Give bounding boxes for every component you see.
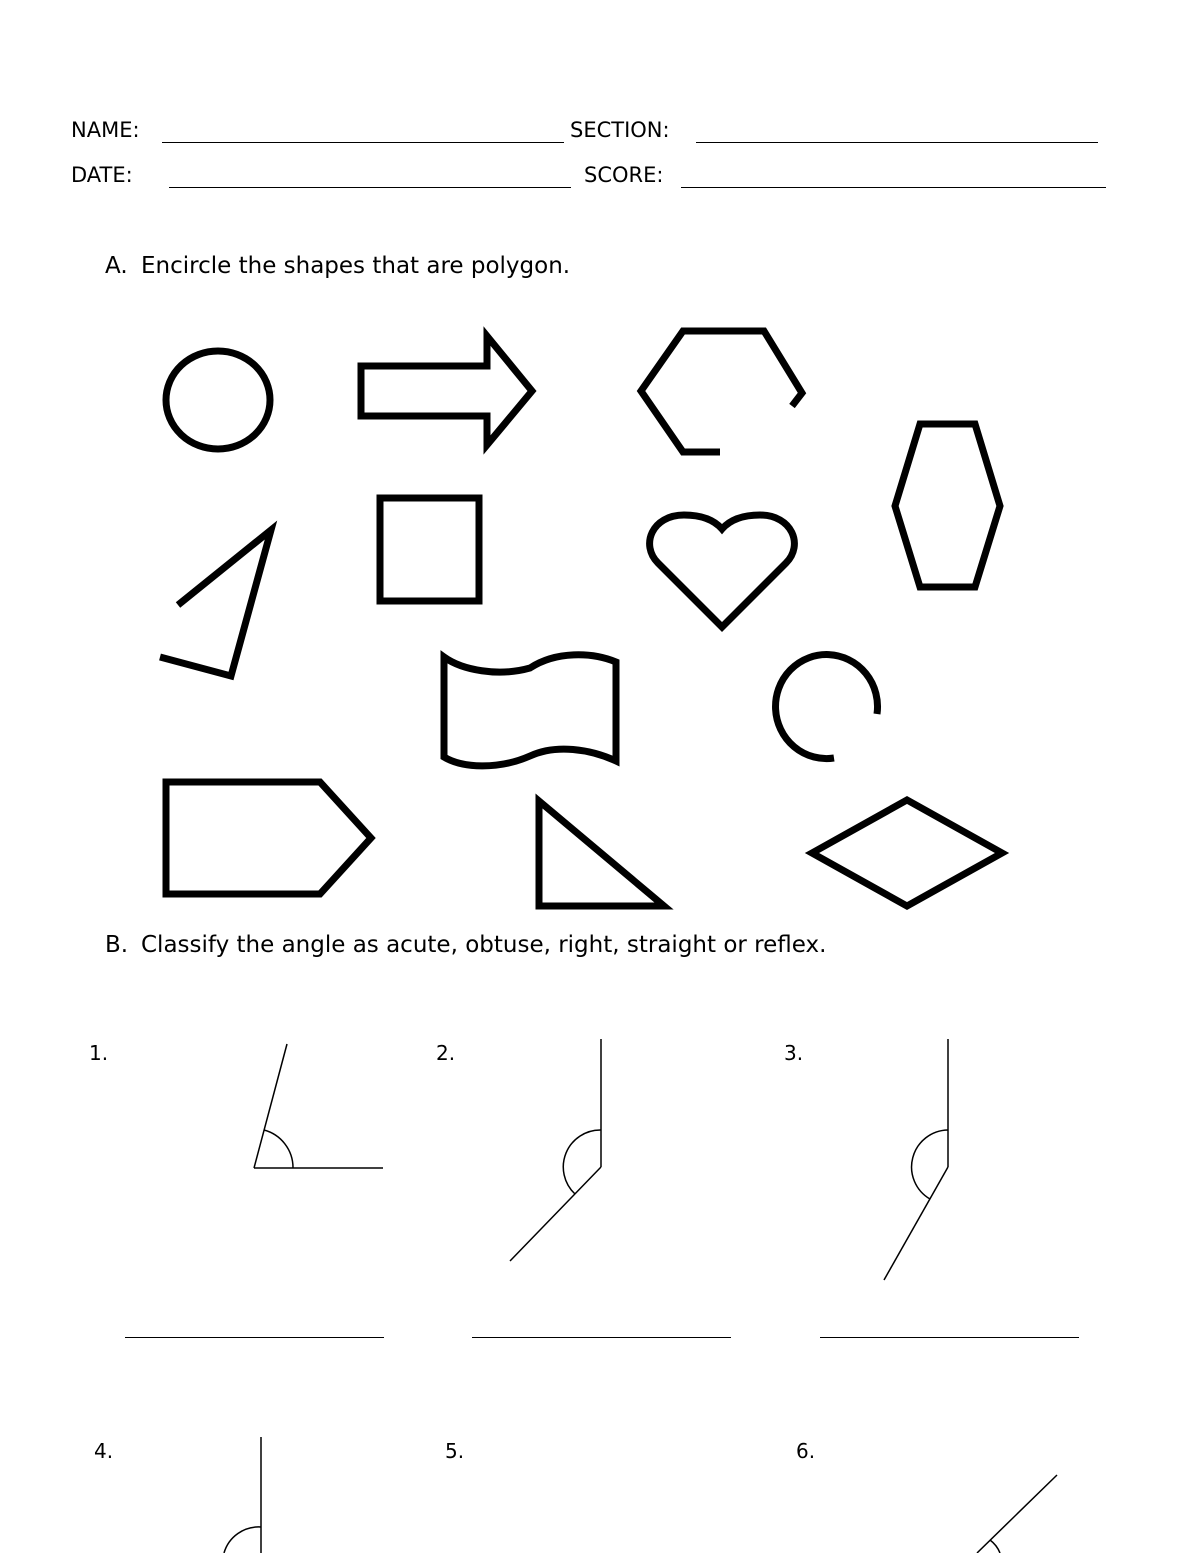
part-a-letter: A. [105, 253, 128, 279]
item-number-4: 4. [94, 1439, 114, 1463]
item-number-5: 5. [445, 1439, 465, 1463]
section-label: SECTION: [570, 118, 670, 142]
angle-diagram-4 [224, 1437, 261, 1553]
item-number-2: 2. [436, 1041, 456, 1065]
part-b-text: Classify the angle as acute, obtuse, right, straight or reflex. [141, 932, 827, 958]
date-label: DATE: [71, 163, 133, 187]
item-number-3: 3. [784, 1041, 804, 1065]
angle-diagram-2 [510, 1039, 601, 1261]
part-a-text: Encircle the shapes that are polygon. [141, 253, 571, 279]
angle-diagram-3 [884, 1039, 948, 1280]
name-label: NAME: [71, 118, 140, 142]
angle-diagram-6 [977, 1475, 1057, 1553]
item-number-1: 1. [89, 1041, 109, 1065]
part-b-letter: B. [105, 932, 129, 958]
angle-diagram-1 [254, 1044, 383, 1168]
score-label: SCORE: [584, 163, 664, 187]
item-number-6: 6. [796, 1439, 816, 1463]
